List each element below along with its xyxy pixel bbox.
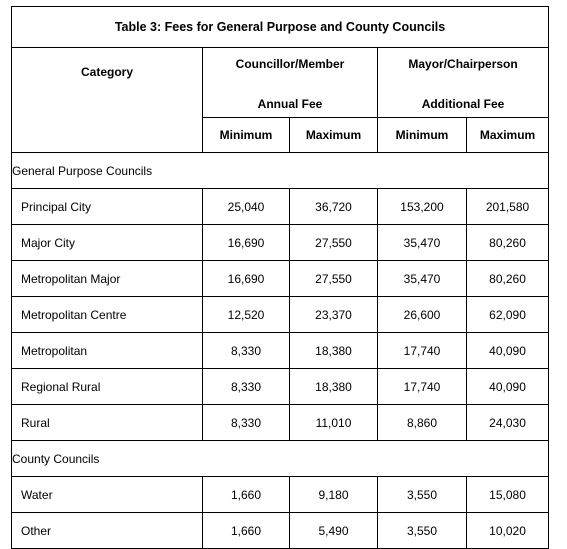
table-row xyxy=(12,225,549,261)
row-category-label: Metropolitan Major xyxy=(12,261,203,297)
mayor-fee-header-line1: Mayor/Chairperson xyxy=(378,48,549,92)
councillor-minimum-cell: 25,040 xyxy=(203,189,290,225)
councillor-minimum-cell: 1,660 xyxy=(203,513,290,549)
section-row xyxy=(12,441,549,477)
mayor-minimum-cell: 17,740 xyxy=(378,369,467,405)
fees-table xyxy=(11,6,549,549)
row-category-label: Principal City xyxy=(12,189,203,225)
councillor-maximum-cell: 27,550 xyxy=(290,261,378,297)
table-row xyxy=(12,513,549,549)
mayor-minimum-cell: 3,550 xyxy=(378,513,467,549)
councillor-maximum-cell: 23,370 xyxy=(290,297,378,333)
mayor-maximum-cell: 80,260 xyxy=(467,261,549,297)
row-category-label: Rural xyxy=(12,405,203,441)
councillor-maximum-cell: 11,010 xyxy=(290,405,378,441)
councillor-minimum-cell: 12,520 xyxy=(203,297,290,333)
section-row xyxy=(12,153,549,189)
header-row-1 xyxy=(12,48,549,92)
councillor-maximum-cell: 9,180 xyxy=(290,477,378,513)
category-header: Category xyxy=(12,48,203,153)
table-row xyxy=(12,189,549,225)
mayor-maximum-cell: 10,020 xyxy=(467,513,549,549)
section-heading: General Purpose Councils xyxy=(12,153,549,189)
row-category-label: Water xyxy=(12,477,203,513)
mayor-maximum-cell: 40,090 xyxy=(467,369,549,405)
mayor-minimum-cell: 35,470 xyxy=(378,225,467,261)
table-row xyxy=(12,261,549,297)
row-category-label: Other xyxy=(12,513,203,549)
mayor-fee-header-line2: Additional Fee xyxy=(378,91,549,118)
mayor-maximum-cell: 80,260 xyxy=(467,225,549,261)
councillor-minimum-cell: 16,690 xyxy=(203,261,290,297)
mayor-maximum-cell: 24,030 xyxy=(467,405,549,441)
councillor-maximum-cell: 27,550 xyxy=(290,225,378,261)
fees-table-body xyxy=(12,7,549,549)
row-category-label: Metropolitan Centre xyxy=(12,297,203,333)
councillor-maximum-cell: 18,380 xyxy=(290,369,378,405)
mayor-minimum-cell: 3,550 xyxy=(378,477,467,513)
mayor-maximum-cell: 62,090 xyxy=(467,297,549,333)
table-row xyxy=(12,297,549,333)
mayor-minimum-cell: 35,470 xyxy=(378,261,467,297)
mayor-maximum-cell: 201,580 xyxy=(467,189,549,225)
councillor-fee-header-line1: Councillor/Member xyxy=(203,48,378,92)
row-category-label: Regional Rural xyxy=(12,369,203,405)
mayor-minimum-cell: 8,860 xyxy=(378,405,467,441)
title-row xyxy=(12,7,549,48)
section-heading: County Councils xyxy=(12,441,549,477)
councillor-minimum-cell: 8,330 xyxy=(203,333,290,369)
table-row xyxy=(12,369,549,405)
mayor-minimum-header: Minimum xyxy=(378,118,467,153)
councillor-minimum-cell: 8,330 xyxy=(203,405,290,441)
mayor-minimum-cell: 17,740 xyxy=(378,333,467,369)
councillor-fee-header-line2: Annual Fee xyxy=(203,91,378,118)
table-row xyxy=(12,333,549,369)
councillor-maximum-cell: 36,720 xyxy=(290,189,378,225)
table-row xyxy=(12,477,549,513)
mayor-minimum-cell: 26,600 xyxy=(378,297,467,333)
mayor-minimum-cell: 153,200 xyxy=(378,189,467,225)
row-category-label: Metropolitan xyxy=(12,333,203,369)
councillor-maximum-cell: 5,490 xyxy=(290,513,378,549)
mayor-maximum-cell: 15,080 xyxy=(467,477,549,513)
councillor-maximum-cell: 18,380 xyxy=(290,333,378,369)
mayor-maximum-header: Maximum xyxy=(467,118,549,153)
councillor-minimum-header: Minimum xyxy=(203,118,290,153)
mayor-maximum-cell: 40,090 xyxy=(467,333,549,369)
councillor-minimum-cell: 16,690 xyxy=(203,225,290,261)
councillor-minimum-cell: 1,660 xyxy=(203,477,290,513)
table-row xyxy=(12,405,549,441)
table-title: Table 3: Fees for General Purpose and County Councils xyxy=(12,7,549,48)
row-category-label: Major City xyxy=(12,225,203,261)
councillor-maximum-header: Maximum xyxy=(290,118,378,153)
councillor-minimum-cell: 8,330 xyxy=(203,369,290,405)
